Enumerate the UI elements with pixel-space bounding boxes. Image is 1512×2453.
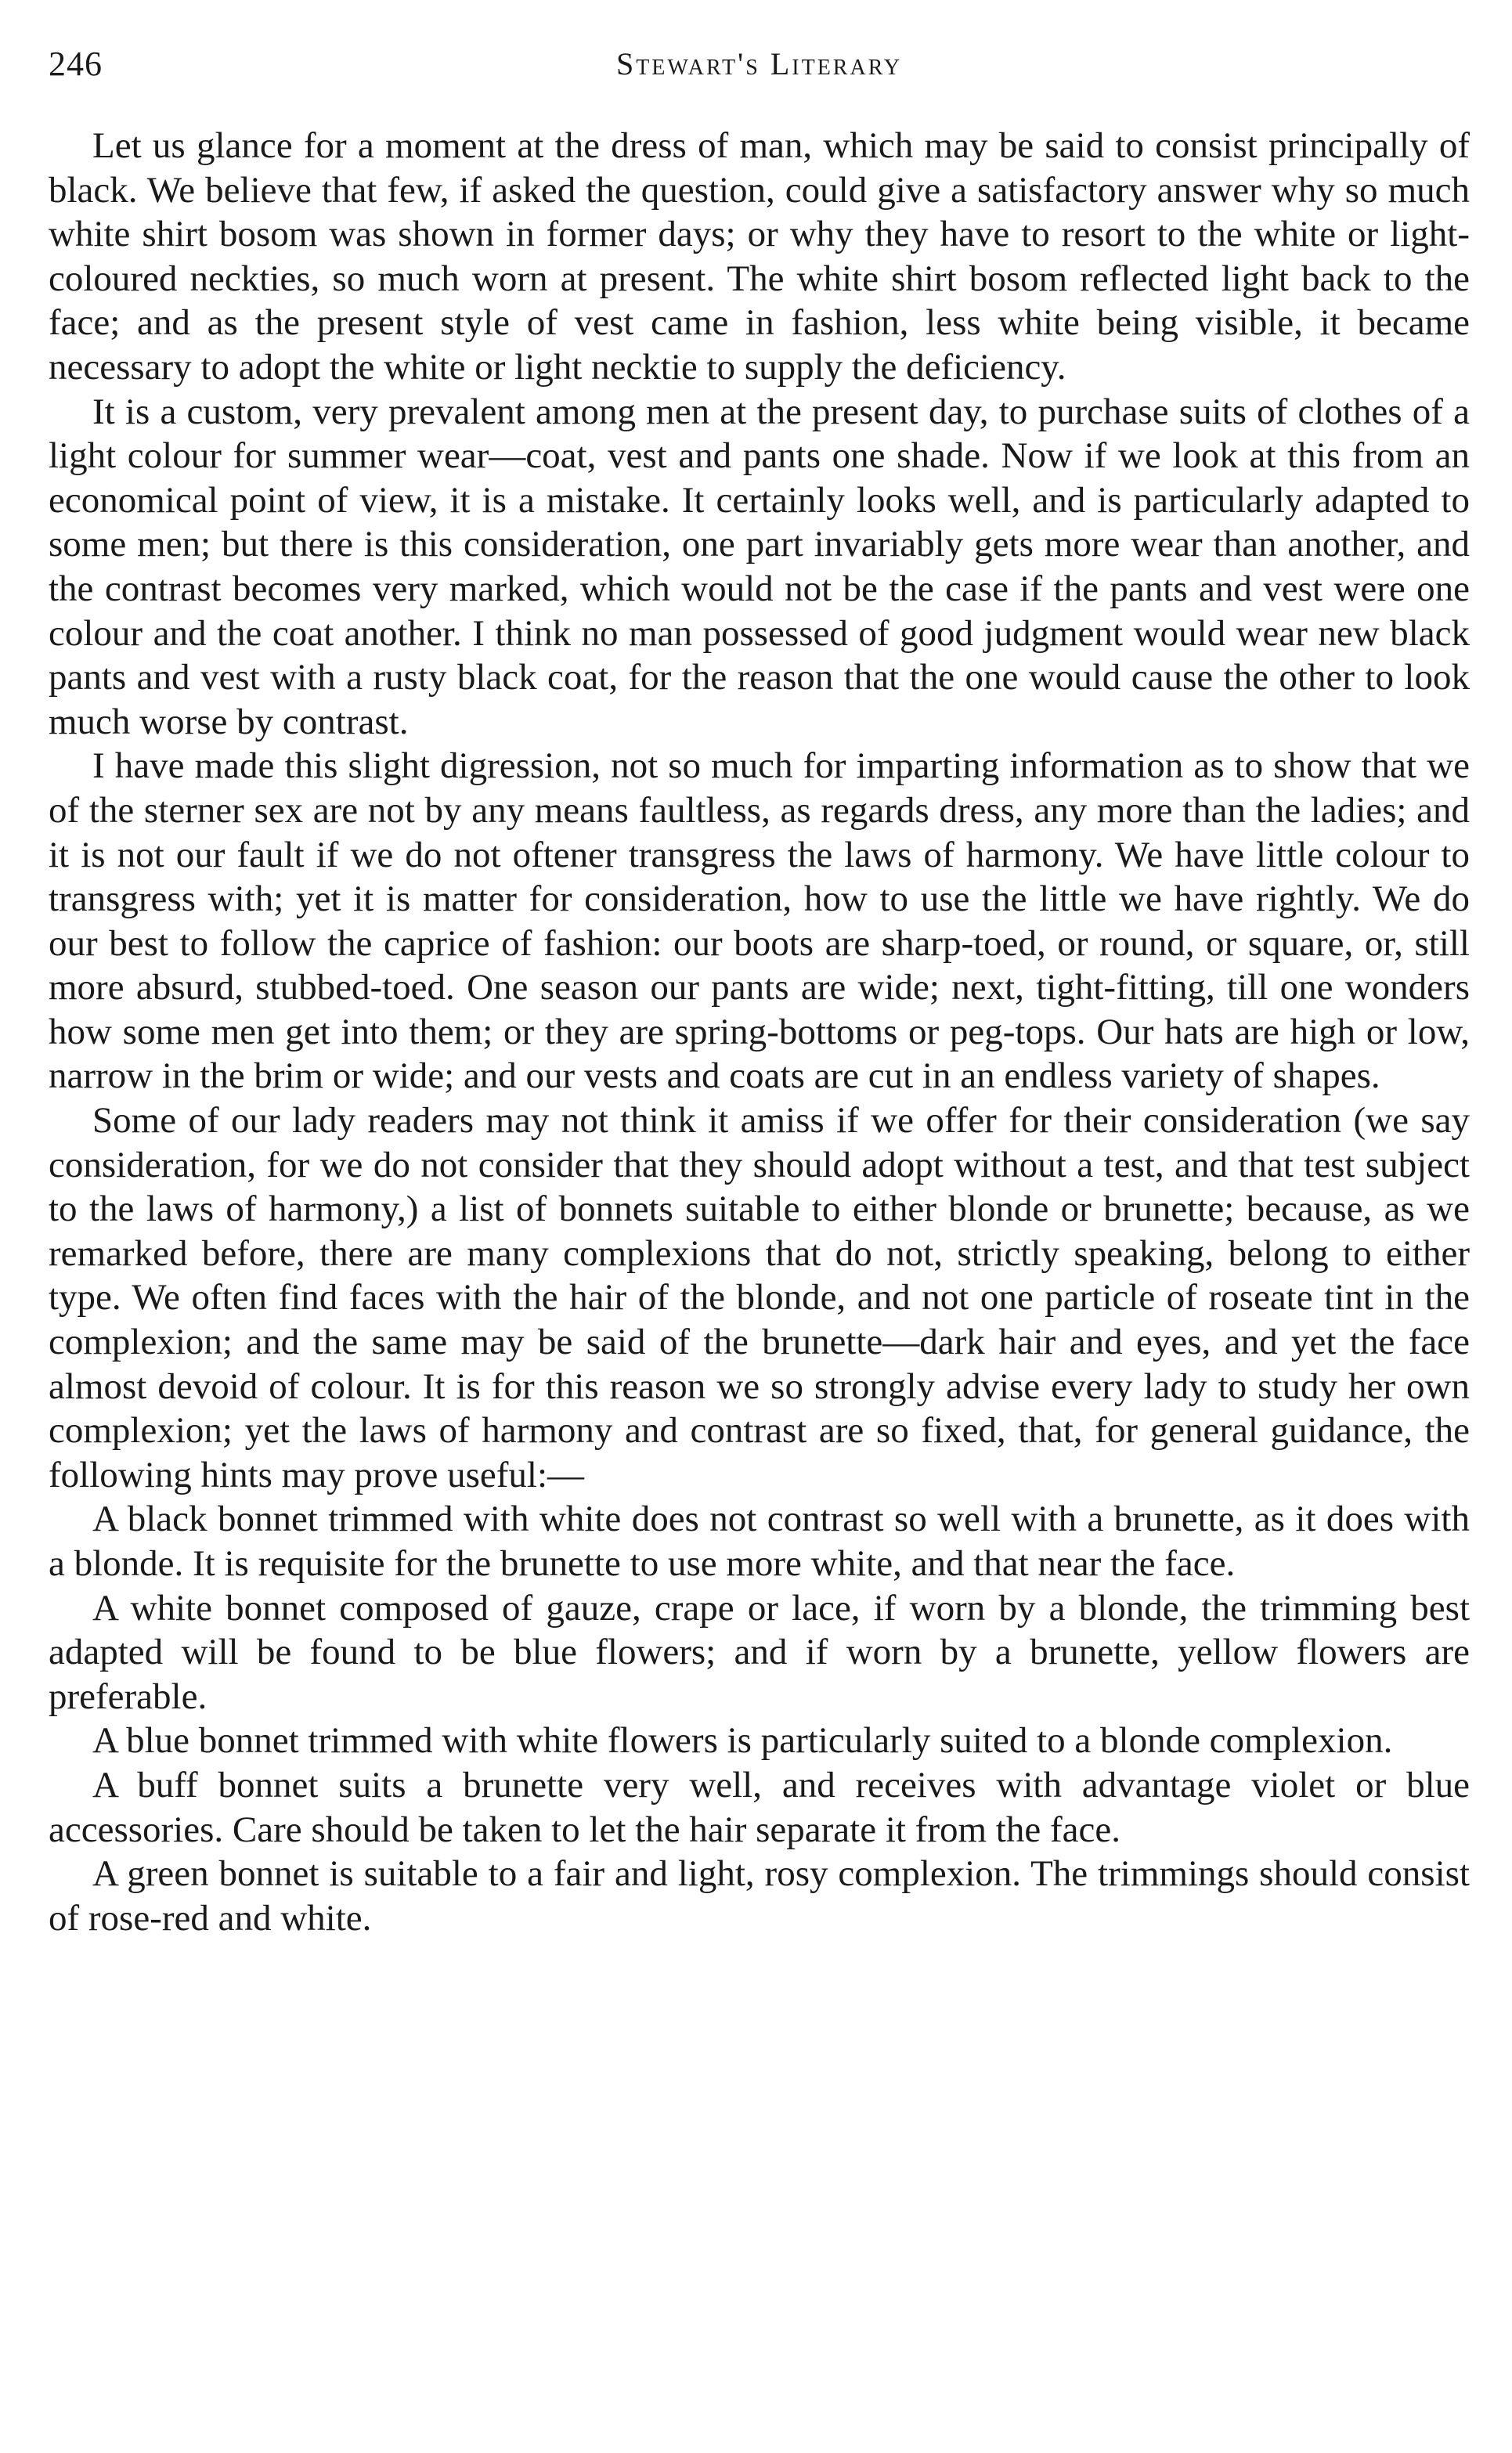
page-number: 246 — [49, 45, 103, 83]
running-header — [49, 44, 1470, 91]
paragraph-dress-of-man: Let us glance for a moment at the dress of man, which may be said to consist principally of black. We believe that few, if asked the question, could give a satisfactory answer why so much white shirt bosom was shown in former days; or why they have to resort to the white or light-coloured neckties, so much worn at present. The white shirt bosom reflected light back to the face; and as the present style of vest came in fashion, less white being visible, it became necessary to adopt the white or light necktie to supply the deficiency. — [49, 125, 1470, 388]
paragraph-blue-bonnet: A blue bonnet trimmed with white flowers is particularly suited to a blonde complexion. — [92, 1720, 1393, 1762]
paragraph-green-bonnet: A green bonnet is suitable to a fair and light, rosy complexion. The trimmings should consist of rose-red and white. — [49, 1853, 1470, 1939]
paragraph-buff-bonnet: A buff bonnet suits a brunette very well, and receives with advantage violet or blue accessories. Care should be taken to let the hair separate it from the face. — [49, 1764, 1470, 1850]
running-title: Stewart's Literary — [615, 46, 903, 81]
paragraph-white-bonnet: A white bonnet composed of gauze, crape or lace, if worn by a blonde, the trimming best adapted will be found to be blue flowers; and if worn by a brunette, yellow flowers are preferable. — [49, 1587, 1470, 1717]
paragraph-digression: I have made this slight digression, not so much for imparting information as to show that we of the sterner sex are not by any means faultless, as regards dress, any more than the ladies; and it is not our fault if we do not oftener transgress the laws of harmony. We have little colour to transgress with; yet it is matter for consideration, how to use the little we have rightly. We do our best to follow the caprice of fashion: our boots are sharp-toed, or round, or square, or, still more absurd, stubbed-toed. One season our pants are wide; next, tight-fitting, till one wonders how some men get into them; or they are spring-bottoms or peg-tops. Our hats are high or low, narrow in the brim or wide; and our vests and coats are cut in an endless variety of shapes. — [49, 745, 1470, 1097]
paragraph-black-bonnet: A black bonnet trimmed with white does not contrast so well with a brunette, as it does with a blonde. It is requisite for the brunette to use more white, and that near the face. — [49, 1499, 1470, 1584]
paragraph-light-colour-suits: It is a custom, very prevalent among men at the present day, to purchase suits of clothes of a light colour for summer wear—coat, vest and pants one shade. Now if we look at this from an economical point of view, it is a mistake. It certainly looks well, and is particularly adapted to some men; but there is this consideration, one part invariably gets more wear than another, and the contrast becomes very marked, which would not be the case if the pants and vest were one colour and the coat another. I think no man possessed of good judgment would wear new black pants and vest with a rusty black coat, for the reason that the one would cause the other to look much worse by contrast. — [49, 391, 1470, 742]
paragraph-bonnet-list-intro: Some of our lady readers may not think it amiss if we offer for their consideration (we say consideration, for we do not consider that they should adopt without a test, and that test subject to the laws of harmony,) a list of bonnets suitable to either blonde or brunette; because, as we remarked before, there are many complexions that do not, strictly speaking, belong to either type. We often find faces with the hair of the blonde, and not one particle of roseate tint in the complexion; and the same may be said of the brunette—dark hair and eyes, and yet the face almost devoid of colour. It is for this reason we so strongly advise every lady to study her own complexion; yet the laws of harmony and contrast are so fixed, that, for general guidance, the following hints may prove useful:— — [49, 1100, 1470, 1495]
article-body — [49, 124, 1470, 1940]
